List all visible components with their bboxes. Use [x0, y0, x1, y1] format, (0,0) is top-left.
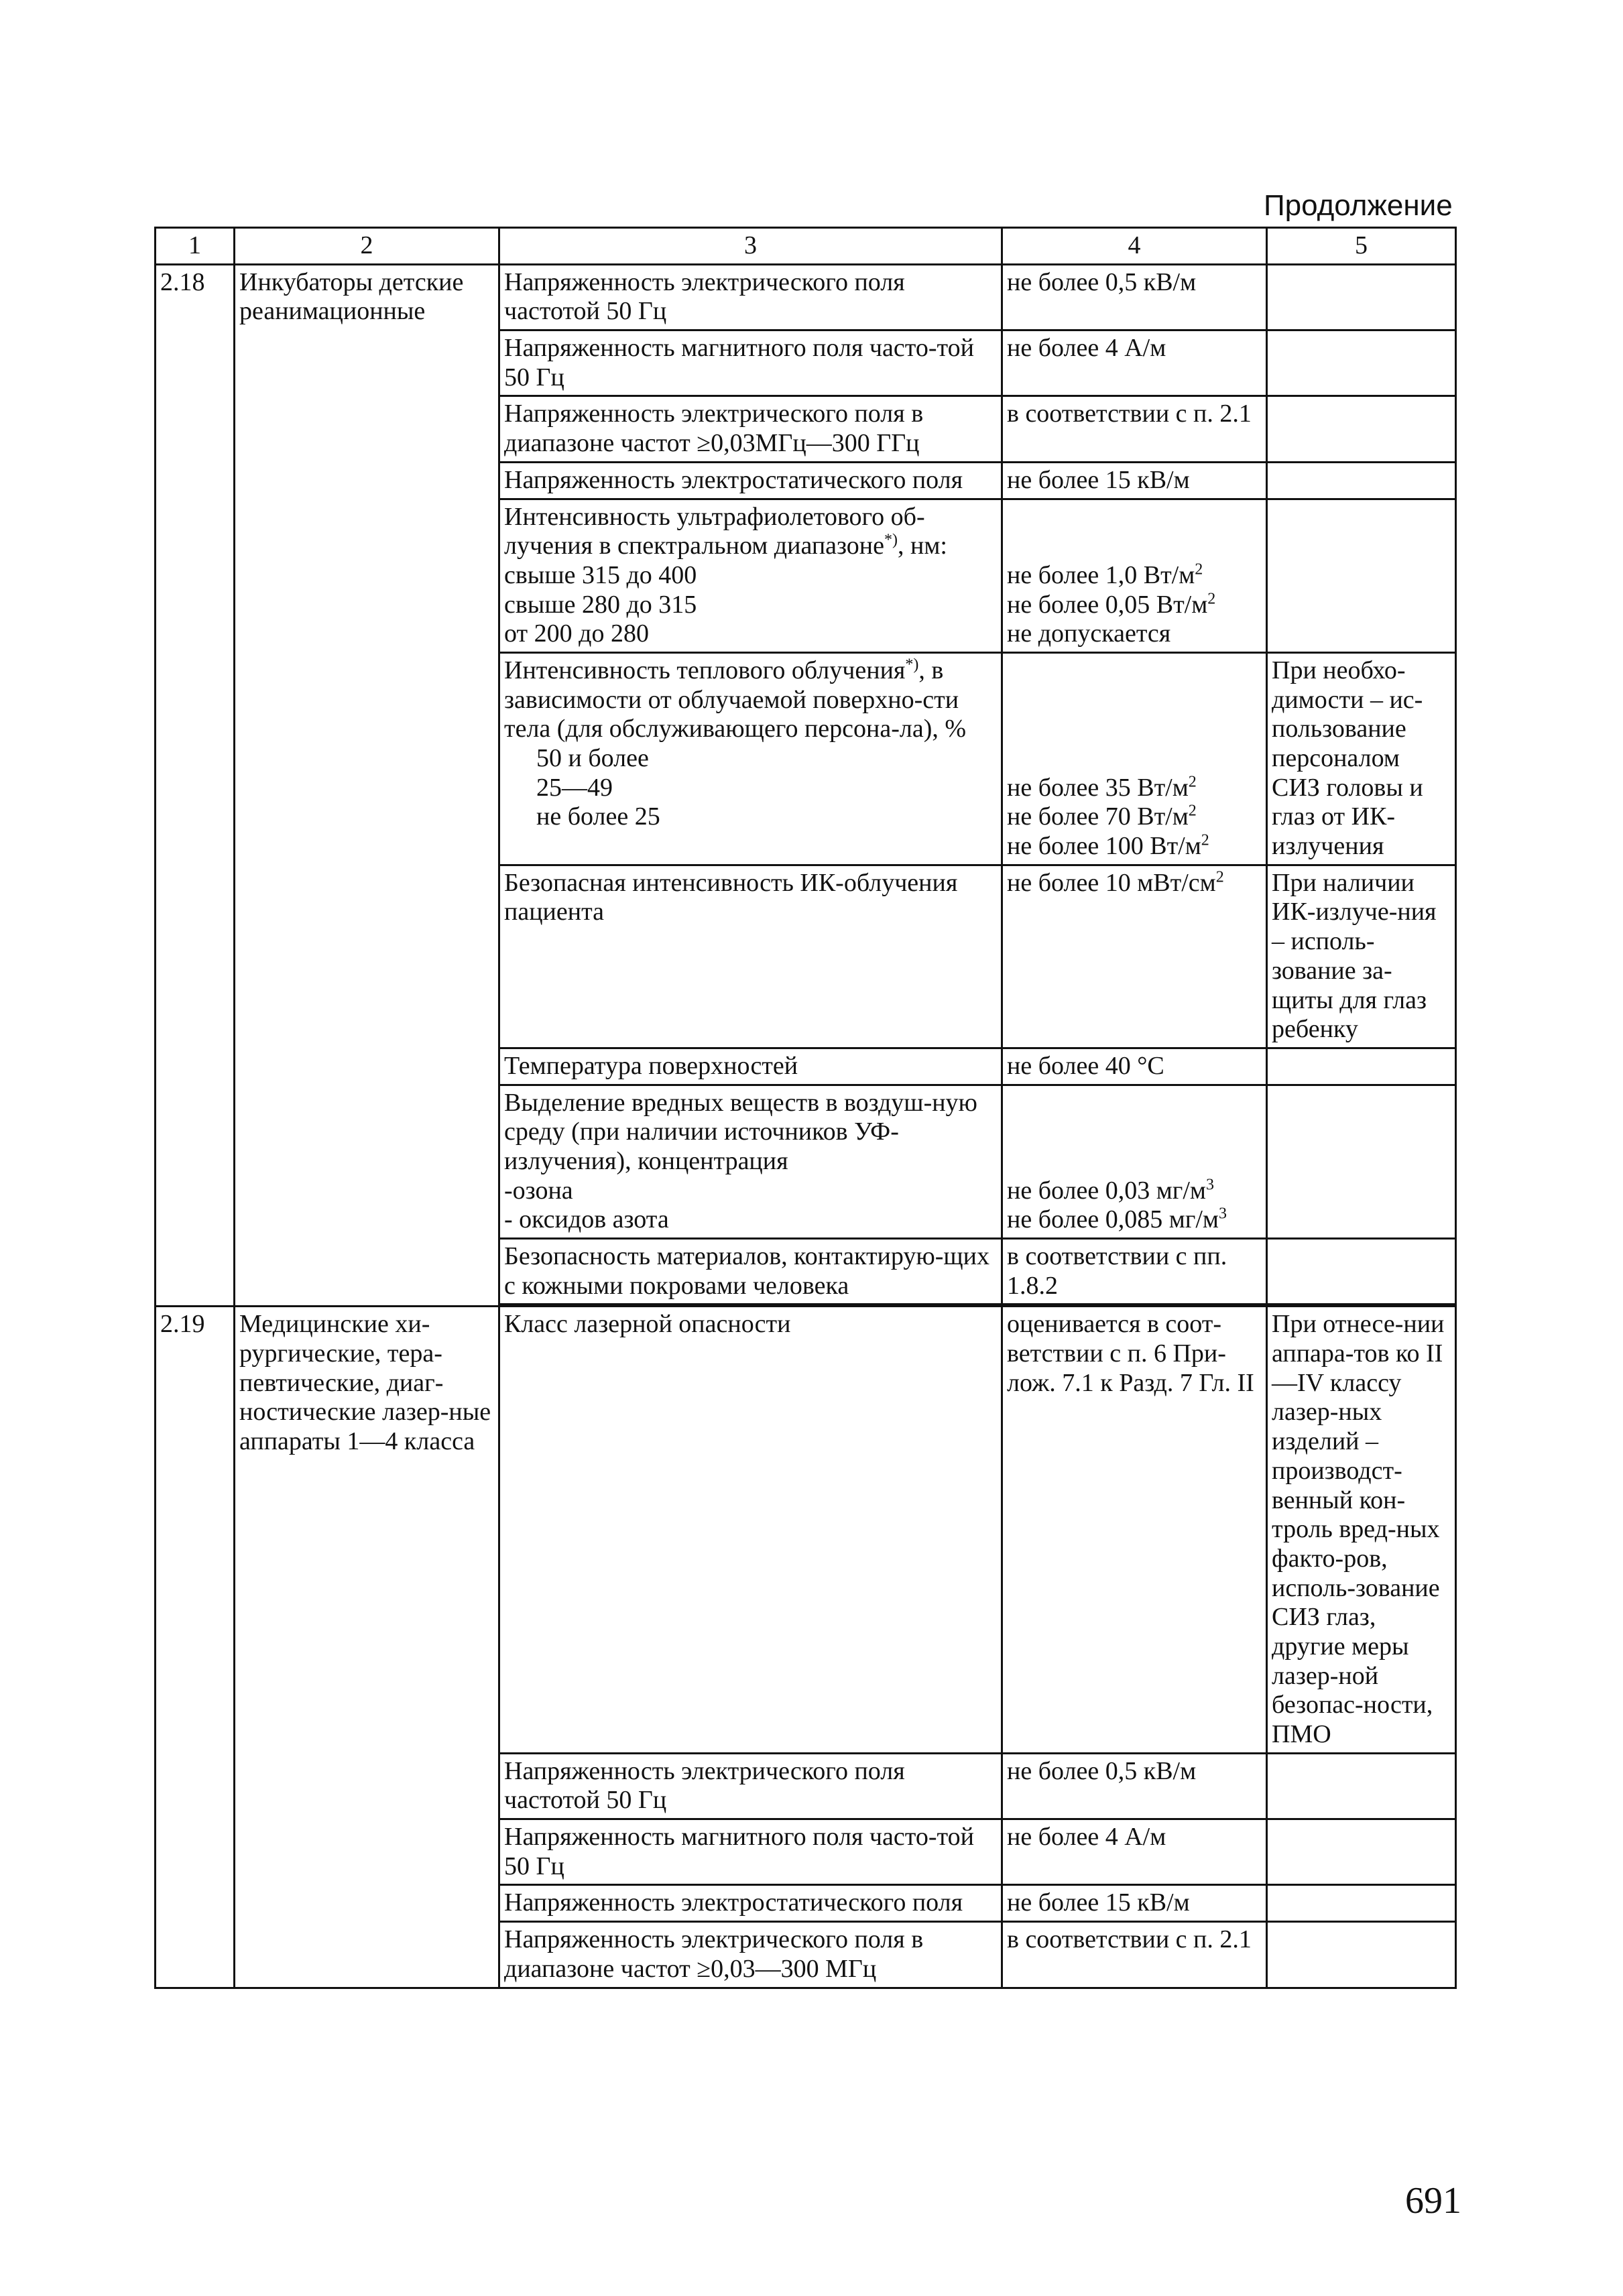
thermal-norm-2: не более 70 $Вт/м^2$ [1007, 802, 1197, 831]
thermal-param-name [499, 652, 1002, 865]
row-number-2-18: 2.18 [156, 264, 235, 1307]
thermal-range-3: не более 25 [536, 802, 660, 831]
param-note [1267, 330, 1456, 396]
param-note [1267, 396, 1456, 462]
thermal-norm-3: не более 100 $Вт/м^2$ [1007, 831, 1209, 861]
device-name-2-18: Инкубаторы детские реанимационные [235, 264, 499, 1307]
harmful-param-name [499, 1085, 1002, 1238]
device-name-2-19: Медицинские хи-рургические, тера-певтические, диаг-ностические лазер-ные аппараты 1—4 класса [235, 1307, 499, 1988]
continuation-label: Продолжение [1264, 189, 1453, 222]
ir-param-name: Безопасная интенсивность ИК-облучения пациента [499, 865, 1002, 1048]
surface-temp-norm: не более 40 °С [1002, 1048, 1267, 1085]
param-name: Напряженность магнитного поля часто-той 50 Гц [499, 330, 1002, 396]
laser-class-norm: оценивается в соот-ветствии с п. 6 При-лож. 7.1 к Разд. 7 Гл. II [1002, 1307, 1267, 1753]
page-number: 691 [1405, 2180, 1461, 2222]
param-norm: не более 0,5 кВ/м [1002, 264, 1267, 330]
param-name: Напряженность электростатического поля [499, 462, 1002, 499]
row-number-2-19: 2.19 [156, 1307, 235, 1988]
param-norm: не более 4 А/м [1002, 330, 1267, 396]
laser-class-note: При отнесе-нии аппара-тов ко II—IV классу лазер-ных изделий – производст-венный кон-троль вред-ных факто-ров, исполь-зование СИЗ глаз, другие меры лазер-ной безопас-ности, ПМО [1267, 1307, 1456, 1753]
uv-norms [1002, 499, 1267, 652]
col-header-5: 5 [1267, 228, 1456, 265]
param-note [1267, 1922, 1456, 1988]
surface-temp-note [1267, 1048, 1456, 1085]
harmful-item-1: -озона [504, 1176, 573, 1205]
param-name: Напряженность электростатического поля [499, 1885, 1002, 1922]
param-name: Напряженность электрического поля частотой 50 Гц [499, 264, 1002, 330]
uv-norm-1: не более 1,0 $Вт/м^2$ [1007, 560, 1203, 589]
table-row [156, 1307, 1456, 1753]
materials-norm: в соответствии с пп. 1.8.2 [1002, 1239, 1267, 1305]
table-row [156, 264, 1456, 330]
thermal-norms [1002, 652, 1267, 865]
param-norm: в соответствии с п. 2.1 [1002, 1922, 1267, 1988]
uv-param-name [499, 499, 1002, 652]
uv-norm-3: не допускается [1007, 619, 1171, 648]
param-name: Напряженность электрического поля в диапазоне частот ≥0,03—300 МГц [499, 1922, 1002, 1988]
col-header-1: 1 [156, 228, 235, 265]
ir-note: При наличии ИК-излуче-ния – исполь-зование за-щиты для глаз ребенку [1267, 865, 1456, 1048]
param-norm: не более 15 кВ/м [1002, 1885, 1267, 1922]
param-note [1267, 264, 1456, 330]
param-name: Напряженность электрического поля в диапазоне частот ≥0,03МГц—300 ГГц [499, 396, 1002, 462]
param-note [1267, 1819, 1456, 1885]
uv-note [1267, 499, 1456, 652]
param-norm: не более 15 кВ/м [1002, 462, 1267, 499]
param-note [1267, 1885, 1456, 1922]
thermal-range-1: 50 и более [536, 744, 649, 772]
param-norm: в соответствии с п. 2.1 [1002, 396, 1267, 462]
header-row [156, 228, 1456, 265]
harmful-norms [1002, 1085, 1267, 1238]
harmful-note [1267, 1085, 1456, 1238]
col-header-2: 2 [235, 228, 499, 265]
uv-range-1: свыше 315 до 400 [504, 560, 697, 589]
harmful-item-2: - оксидов азота [504, 1205, 669, 1234]
uv-norm-2: не более 0,05 $Вт/м^2$ [1007, 589, 1216, 619]
standards-table [154, 227, 1457, 1989]
thermal-norm-1: не более 35 $Вт/м^2$ [1007, 773, 1197, 802]
surface-temp-name: Температура поверхностей [499, 1048, 1002, 1085]
thermal-range-2: 25—49 [536, 773, 613, 802]
param-norm: не более 0,5 кВ/м [1002, 1753, 1267, 1819]
param-note [1267, 462, 1456, 499]
param-name: Напряженность магнитного поля часто-той 50 Гц [499, 1819, 1002, 1885]
harmful-norm-1: не более 0,03 $мг/м^3$ [1007, 1175, 1214, 1205]
materials-name: Безопасность материалов, контактирую-щих с кожными покровами человека [499, 1239, 1002, 1305]
param-norm: не более 4 А/м [1002, 1819, 1267, 1885]
uv-range-2: свыше 280 до 315 [504, 590, 697, 619]
col-header-4: 4 [1002, 228, 1267, 265]
harmful-title: Выделение вредных веществ в воздуш-ную среду (при наличии источников УФ-излучения), концентрация [504, 1088, 977, 1175]
thermal-note: При необхо-димости – ис-пользование персоналом СИЗ головы и глаз от ИК-излучения [1267, 652, 1456, 865]
laser-class-name: Класс лазерной опасности [499, 1307, 1002, 1753]
thermal-title: Интенсивность теплового облучения*), в зависимости от облучаемой поверхно-сти тела (для обслуживающего персона-ла), % [504, 656, 967, 743]
uv-title: Интенсивность ультрафиолетового об-лучения в спектральном диапазоне*), нм: [504, 502, 947, 560]
harmful-norm-2: не более 0,085 $мг/м^3$ [1007, 1205, 1227, 1234]
uv-range-3: от 200 до 280 [504, 619, 649, 648]
param-note [1267, 1753, 1456, 1819]
col-header-3: 3 [499, 228, 1002, 265]
param-name: Напряженность электрического поля частотой 50 Гц [499, 1753, 1002, 1819]
materials-note [1267, 1239, 1456, 1305]
ir-norm: не более 10 мВт/$см^2$ [1002, 865, 1267, 1048]
